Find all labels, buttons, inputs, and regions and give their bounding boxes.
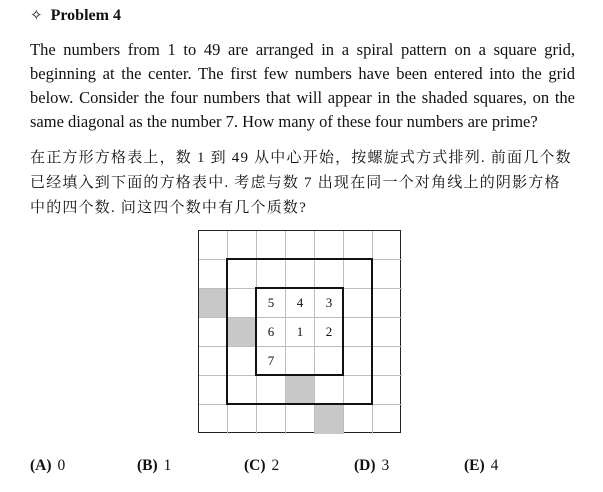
grid-cell	[373, 347, 402, 376]
choice-letter: (B)	[137, 457, 158, 474]
grid-cell	[344, 318, 373, 347]
grid-cell	[199, 405, 228, 434]
choice-c[interactable]	[244, 457, 354, 475]
problem-header	[30, 6, 121, 25]
choice-value: 3	[381, 457, 390, 474]
grid-cell: 2	[315, 318, 344, 347]
grid-cell	[373, 405, 402, 434]
choice-letter: (E)	[464, 457, 485, 474]
grid-cell: 4	[286, 289, 315, 318]
shaded-grid-cell	[315, 405, 344, 434]
choice-e[interactable]	[464, 457, 498, 475]
choice-value: 0	[57, 457, 66, 474]
choice-value: 1	[163, 457, 172, 474]
grid-cell	[315, 347, 344, 376]
grid-cell	[286, 405, 315, 434]
grid-cell	[373, 260, 402, 289]
grid-cell	[344, 289, 373, 318]
grid-cell	[373, 231, 402, 260]
choice-a[interactable]	[30, 457, 137, 475]
shaded-grid-cell	[286, 376, 315, 405]
grid-cell	[315, 260, 344, 289]
grid-cell	[228, 260, 257, 289]
grid-cell	[315, 231, 344, 260]
grid-cell	[344, 231, 373, 260]
grid-cell	[373, 289, 402, 318]
problem-text-english: The numbers from 1 to 49 are arranged in a spiral pattern on a square grid, beginning at the center. The first few numbers have been entered into the grid below. Consider the four numbers that will appear in the shaded squares, on the same diagonal as the number 7. How many of these four numbers are prime?	[30, 40, 575, 131]
grid-cell	[257, 231, 286, 260]
grid-cell	[199, 376, 228, 405]
grid-cell	[344, 260, 373, 289]
grid-cell	[286, 231, 315, 260]
choice-letter: (A)	[30, 457, 52, 474]
grid-cell	[228, 289, 257, 318]
shaded-grid-cell	[228, 318, 257, 347]
grid-cell	[286, 260, 315, 289]
choice-letter: (D)	[354, 457, 376, 474]
grid-cell	[199, 318, 228, 347]
grid-cell: 6	[257, 318, 286, 347]
grid-cell	[344, 376, 373, 405]
answer-choices	[30, 457, 590, 475]
grid-cell	[315, 376, 344, 405]
grid-cell	[373, 318, 402, 347]
grid-cell	[373, 376, 402, 405]
choice-value: 4	[490, 457, 499, 474]
grid-cell: 1	[286, 318, 315, 347]
grid-cell: 3	[315, 289, 344, 318]
grid-cell	[286, 347, 315, 376]
grid-cell	[257, 260, 286, 289]
shaded-grid-cell	[199, 289, 228, 318]
spiral-grid-figure	[198, 230, 401, 433]
grid-cell	[228, 405, 257, 434]
grid-cell	[228, 231, 257, 260]
choice-d[interactable]	[354, 457, 464, 475]
grid-cell	[257, 405, 286, 434]
grid-cell	[344, 405, 373, 434]
problem-title: Problem 4	[50, 6, 121, 24]
diamond-outline-icon: ✧	[30, 8, 43, 24]
grid-cell	[228, 376, 257, 405]
grid-cell	[199, 260, 228, 289]
grid-cell: 7	[257, 347, 286, 376]
spiral-grid	[198, 230, 401, 433]
grid-cell	[228, 347, 257, 376]
grid-cell	[257, 376, 286, 405]
choice-letter: (C)	[244, 457, 266, 474]
grid-cell	[199, 347, 228, 376]
grid-cell: 5	[257, 289, 286, 318]
choice-value: 2	[271, 457, 280, 474]
grid-cell	[344, 347, 373, 376]
problem-text-chinese: 在正方形方格表上，数 1 到 49 从中心开始，按螺旋式方式排列. 前面几个数已经填入到下面的方格表中. 考虑与数 7 出现在同一个对角线上的阴影方格中的四个数. 问这四个数中有几个质数?	[30, 150, 572, 216]
choice-b[interactable]	[137, 457, 244, 475]
grid-cell	[199, 231, 228, 260]
